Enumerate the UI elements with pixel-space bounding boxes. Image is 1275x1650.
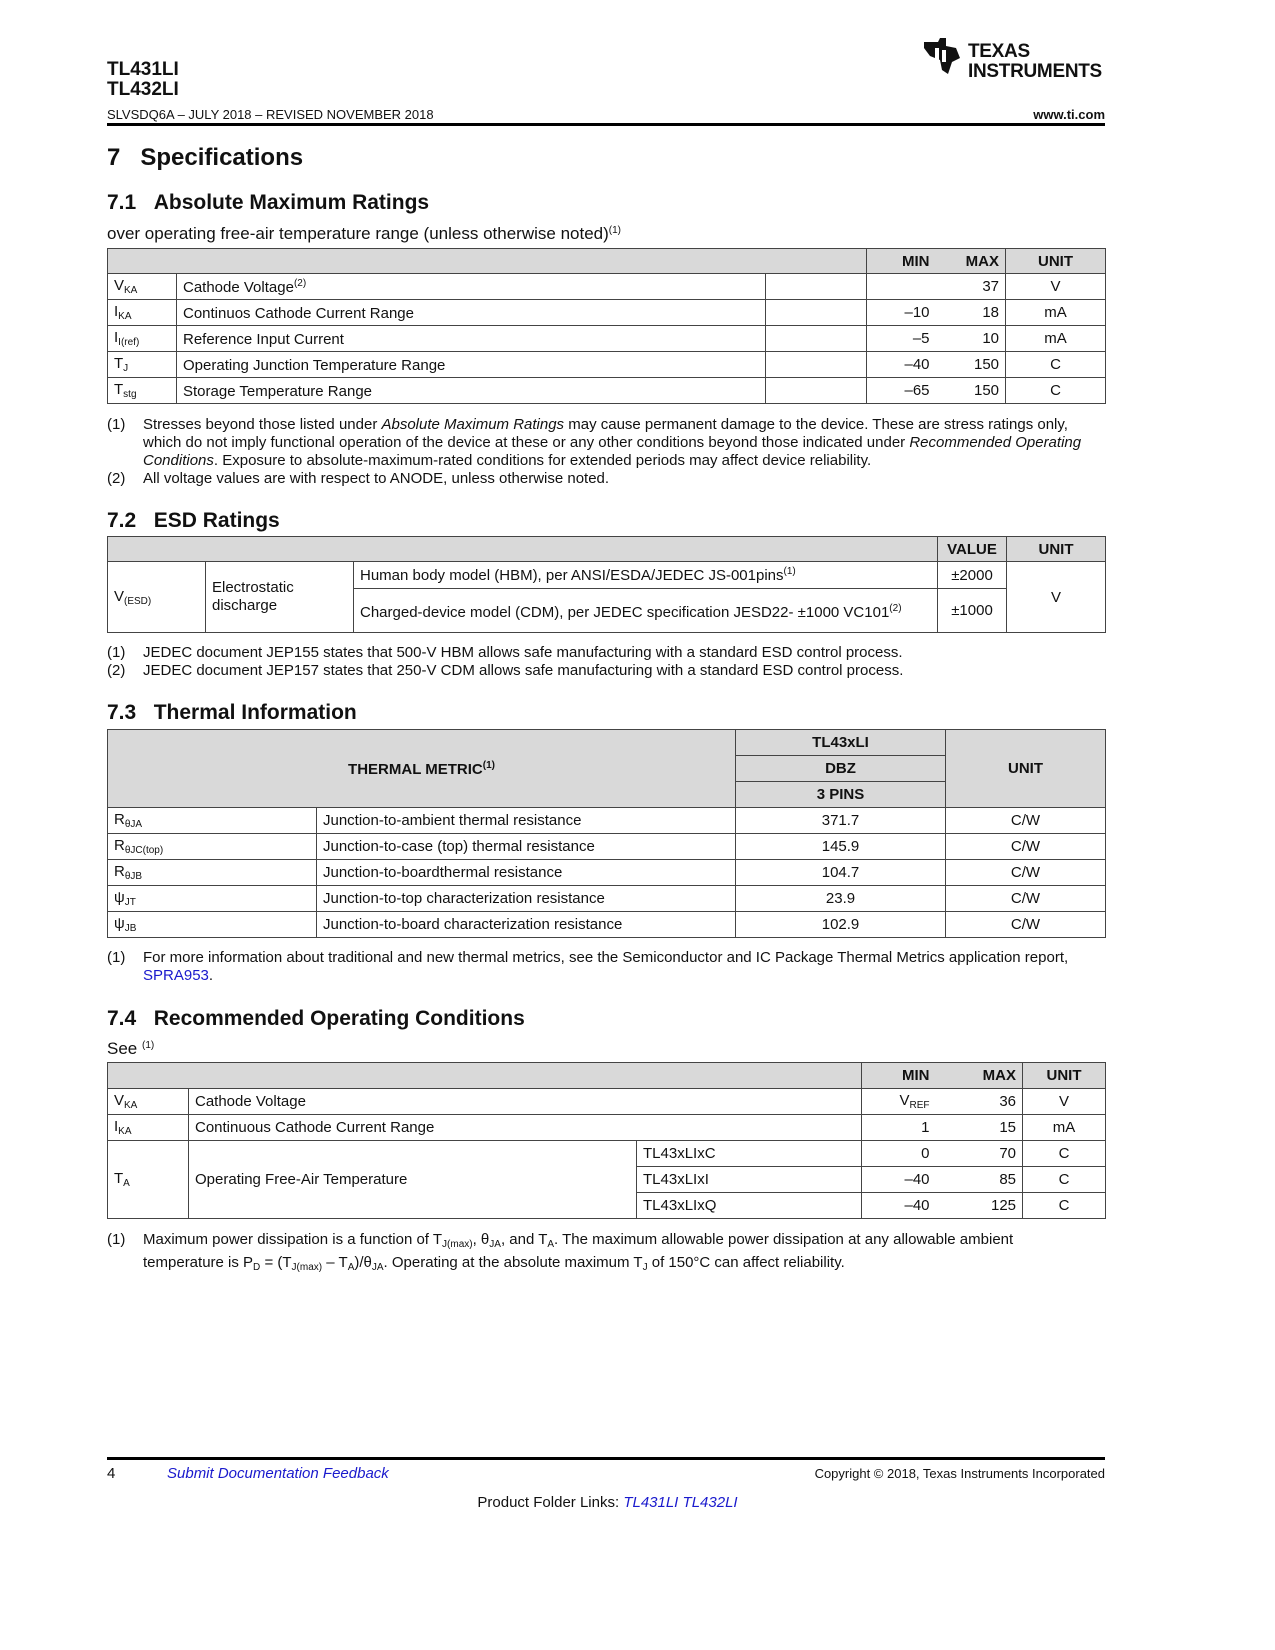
sym-sub: JT (124, 897, 136, 908)
part-numbers (107, 60, 179, 100)
value: 104.7 (736, 860, 946, 886)
value: 371.7 (736, 808, 946, 834)
amr-footnote-2 (107, 470, 1107, 488)
table-row (108, 352, 1106, 378)
heading-title: Recommended Operating Conditions (153, 1007, 525, 1030)
esd-value-cdm: ±1000 (938, 589, 1007, 633)
feedback-link[interactable]: Submit Documentation Feedback (167, 1465, 389, 1482)
unit: C/W (946, 808, 1106, 834)
sym-sub: KA (124, 285, 138, 296)
fn-sub: J(max) (442, 1239, 473, 1250)
model-text: Human body model (HBM), per ANSI/ESDA/JEDEC JS-001pins (360, 567, 784, 584)
table-row (108, 300, 1106, 326)
max: 36 (936, 1089, 1023, 1115)
fn-italic: Absolute Maximum Ratings (381, 416, 565, 433)
symbol (108, 1141, 189, 1219)
table-row (108, 274, 1106, 300)
fn-sub: JA (371, 1262, 384, 1273)
logo-line-1: TEXAS (968, 41, 1030, 62)
description: Junction-to-board characterization resistance (317, 912, 736, 938)
max: 10 (936, 326, 1006, 352)
value: 145.9 (736, 834, 946, 860)
footnote-number: (1) (107, 949, 126, 966)
sym: T (114, 355, 124, 372)
value: 23.9 (736, 886, 946, 912)
header-blank (108, 537, 938, 562)
parameter (177, 326, 766, 352)
unit: C/W (946, 860, 1106, 886)
table-row-vka (108, 1089, 1106, 1115)
min: –40 (867, 352, 936, 378)
sym: I (114, 329, 119, 346)
fn-text: For more information about traditional and new thermal metrics, see the Semiconductor and IC Package Thermal Metrics application report, (143, 949, 1069, 966)
thermal-footnote (107, 949, 1107, 985)
esd-model-hbm (354, 562, 938, 589)
table-row (108, 912, 1106, 938)
unit: C (1023, 1167, 1106, 1193)
max: 70 (936, 1141, 1023, 1167)
blank-cell (766, 300, 867, 326)
min: –10 (867, 300, 936, 326)
table-row (108, 326, 1106, 352)
unit: C/W (946, 834, 1106, 860)
sym-sub: stg (123, 389, 137, 400)
sym: ψ (114, 889, 125, 906)
header-blank (108, 1063, 862, 1089)
footnote-ref: (1) (141, 1040, 155, 1051)
max: 15 (936, 1115, 1023, 1141)
fn-sub: J(max) (291, 1262, 323, 1273)
heading-7-1 (107, 191, 429, 215)
heading-number: 7.2 (107, 509, 137, 532)
absolute-max-table (107, 248, 1106, 404)
fn-text: )/θ (354, 1254, 372, 1271)
document-id: SLVSDQ6A – JULY 2018 – REVISED NOVEMBER 2018 (107, 107, 434, 122)
fn-text: JEDEC document JEP157 states that 250-V CDM allows safe manufacturing with a standard ESD control process. (143, 662, 904, 679)
header-min: MIN (862, 1063, 936, 1089)
fn-text: of 150°C can affect reliability. (647, 1254, 845, 1271)
table-row (108, 378, 1106, 404)
min: –5 (867, 326, 936, 352)
ti-logo-icon (920, 36, 964, 76)
esd-symbol (108, 562, 206, 633)
table-row (108, 860, 1106, 886)
footnote-ref: (2) (889, 603, 902, 614)
table-row-ika (108, 1115, 1106, 1141)
description: Junction-to-top characterization resistance (317, 886, 736, 912)
footnote-ref: (1) (482, 759, 495, 771)
sym-sub: JB (124, 923, 137, 934)
unit: C (1023, 1141, 1106, 1167)
website-link[interactable]: www.ti.com (1033, 107, 1105, 122)
symbol (108, 834, 317, 860)
product-folder-links (0, 1494, 1215, 1511)
intro-text: over operating free-air temperature range (unless otherwise noted) (107, 224, 609, 243)
heading-title: ESD Ratings (153, 509, 280, 532)
roc-intro (107, 1039, 154, 1059)
min: –40 (862, 1193, 936, 1219)
table-row (108, 834, 1106, 860)
fn-italic: Recommended Operating Conditions (143, 434, 1082, 469)
header-min: MIN (867, 249, 936, 274)
unit: mA (1023, 1115, 1106, 1141)
heading-7-3 (107, 701, 357, 725)
amr-intro (107, 224, 621, 244)
header-thermal-metric (108, 730, 736, 808)
symbol (108, 860, 317, 886)
fn-sub: A (347, 1262, 355, 1273)
blank-cell (766, 274, 867, 300)
header-rule (107, 123, 1105, 126)
footnote-ref: (1) (608, 225, 621, 236)
header-max: MAX (936, 249, 1006, 274)
parameter: Cathode Voltage (189, 1089, 862, 1115)
intro-text: See (107, 1039, 138, 1058)
max: 150 (936, 352, 1006, 378)
symbol (108, 326, 177, 352)
description: Junction-to-case (top) thermal resistance (317, 834, 736, 860)
sym-sub: KA (118, 1126, 132, 1137)
part-number-2: TL432LI (107, 79, 179, 100)
header-unit: UNIT (946, 730, 1106, 808)
footnote-number: (2) (107, 470, 126, 487)
amr-footnote-1 (107, 416, 1107, 470)
sym: V (114, 277, 125, 294)
tl432li-link[interactable]: TL432LI (682, 1494, 738, 1511)
roc-footnote (107, 1231, 1107, 1277)
parameter-text: Operating Junction Temperature Range (183, 356, 446, 374)
unit: C/W (946, 886, 1106, 912)
esd-table (107, 536, 1106, 633)
sym: R (114, 811, 125, 828)
fn-text: may cause permanent damage to the device. These are stress ratings only, which do not imply functional operation of the device at these or any other conditions beyond those indicated under (143, 416, 1068, 451)
heading-7-4 (107, 1007, 525, 1031)
unit: V (1023, 1089, 1106, 1115)
fn-sub: JA (489, 1239, 501, 1250)
unit: C/W (946, 912, 1106, 938)
parameter (177, 378, 766, 404)
header-unit: UNIT (1007, 537, 1106, 562)
recommended-conditions-table (107, 1062, 1106, 1219)
fn-text: . The maximum allowable power dissipation at any allowable ambient temperature is P (143, 1231, 1014, 1271)
parameter (177, 300, 766, 326)
sym-sub: KA (118, 311, 132, 322)
max: 18 (936, 300, 1006, 326)
esd-value-hbm: ±2000 (938, 562, 1007, 589)
fn-text: JEDEC document JEP155 states that 500-V HBM allows safe manufacturing with a standard ESD control process. (143, 644, 903, 661)
sym: V (114, 1092, 125, 1109)
heading-7-2 (107, 509, 280, 533)
symbol (108, 378, 177, 404)
footer-rule (107, 1457, 1105, 1460)
parameter-text: Storage Temperature Range (183, 382, 373, 400)
description: Junction-to-ambient thermal resistance (317, 808, 736, 834)
fn-text: . Operating at the absolute maximum T (383, 1254, 643, 1271)
fn-sub: A (547, 1239, 555, 1250)
fn-text: – T (322, 1254, 348, 1271)
sym: R (114, 863, 125, 880)
sym: V (114, 587, 125, 605)
esd-footnote-1 (107, 644, 1107, 662)
description: Junction-to-boardthermal resistance (317, 860, 736, 886)
heading-number: 7.3 (107, 701, 137, 724)
min: –65 (867, 378, 936, 404)
symbol (108, 1115, 189, 1141)
footnote-number: (1) (107, 416, 126, 433)
spra953-link[interactable]: SPRA953 (143, 967, 209, 984)
symbol (108, 886, 317, 912)
parameter (177, 352, 766, 378)
blank-cell (766, 352, 867, 378)
fn-text: All voltage values are with respect to ANODE, unless otherwise noted. (143, 470, 610, 487)
footnote-ref: (1) (783, 566, 796, 577)
min: –40 (862, 1167, 936, 1193)
footnote-ref: (2) (293, 277, 307, 289)
model-text: Charged-device model (CDM), per JEDEC specification JESD22- ±1000 VC101 (360, 604, 890, 621)
max: 125 (936, 1193, 1023, 1219)
section-number: 7 (107, 144, 121, 171)
fn-sub: J (642, 1262, 648, 1273)
section-title: Specifications (140, 144, 304, 171)
parameter (177, 274, 766, 300)
max: 150 (936, 378, 1006, 404)
sym: T (114, 1170, 124, 1187)
parameter-text: Continuos Cathode Current Range (183, 304, 414, 322)
sym-sub: A (123, 1178, 130, 1189)
symbol (108, 1089, 189, 1115)
tl431li-link[interactable]: TL431LI (623, 1494, 679, 1511)
footnote-number: (1) (107, 644, 126, 661)
header-blank (108, 249, 867, 274)
unit: V (1006, 274, 1106, 300)
sym: T (114, 381, 124, 398)
header-unit: UNIT (1006, 249, 1106, 274)
fn-text: Stresses beyond those listed under (143, 416, 382, 433)
blank-cell (766, 326, 867, 352)
sym-sub: I(ref) (118, 337, 140, 348)
symbol (108, 352, 177, 378)
heading-title: Thermal Information (153, 701, 357, 724)
ti-logo-text (968, 42, 1102, 82)
grade: TL43xLIxQ (637, 1193, 862, 1219)
symbol (108, 808, 317, 834)
unit: C (1023, 1193, 1106, 1219)
max: 85 (936, 1167, 1023, 1193)
folder-label: Product Folder Links: (477, 1494, 624, 1511)
max: 37 (936, 274, 1006, 300)
fn-text: = (T (260, 1254, 292, 1271)
blank-cell (766, 378, 867, 404)
symbol (108, 912, 317, 938)
sym: I (114, 303, 119, 320)
part-number-1: TL431LI (107, 59, 179, 80)
sym-sub: J (123, 363, 129, 374)
min: 1 (862, 1115, 936, 1141)
parameter-text: Reference Input Current (183, 330, 344, 348)
header-max: MAX (936, 1063, 1023, 1089)
header-unit: UNIT (1023, 1063, 1106, 1089)
heading-number: 7.1 (107, 191, 137, 214)
sym-sub: θJA (124, 819, 143, 830)
parameter-text: Cathode Voltage (183, 278, 294, 296)
sym: ψ (114, 915, 125, 932)
copyright: Copyright © 2018, Texas Instruments Incorporated (814, 1466, 1105, 1481)
footnote-number: (1) (107, 1231, 126, 1248)
esd-description: Electrostatic discharge (206, 562, 354, 633)
esd-model-cdm (354, 589, 938, 633)
fn-text: . (208, 967, 214, 984)
fn-text: , and T (500, 1231, 548, 1248)
parameter: Continuous Cathode Current Range (189, 1115, 862, 1141)
table-row (108, 886, 1106, 912)
table-row (108, 808, 1106, 834)
sym: I (114, 1118, 119, 1135)
fn-text: . Exposure to absolute-maximum-rated conditions for extended periods may affect device reliability. (213, 452, 872, 469)
sym-sub: (ESD) (124, 595, 152, 607)
fn-text: , θ (472, 1231, 490, 1248)
min: 0 (862, 1141, 936, 1167)
thermal-table (107, 729, 1106, 938)
metric-label: THERMAL METRIC (348, 760, 483, 778)
section-heading (107, 144, 303, 172)
grade: TL43xLIxI (637, 1167, 862, 1193)
sym-sub: θJB (124, 871, 143, 882)
symbol (108, 300, 177, 326)
min (862, 1089, 936, 1115)
min (867, 274, 936, 300)
unit: mA (1006, 300, 1106, 326)
page-number: 4 (107, 1465, 116, 1482)
unit: C (1006, 352, 1106, 378)
symbol (108, 274, 177, 300)
sym-sub: KA (124, 1100, 138, 1111)
esd-footnote-2 (107, 662, 1107, 680)
heading-number: 7.4 (107, 1007, 137, 1030)
fn-sub: D (253, 1262, 261, 1273)
sym-sub: θJC(top) (124, 845, 164, 856)
esd-unit: V (1007, 562, 1106, 633)
header-device: TL43xLI (736, 730, 946, 756)
value: 102.9 (736, 912, 946, 938)
grade: TL43xLIxC (637, 1141, 862, 1167)
min-sub: REF (909, 1100, 930, 1111)
header-pins: 3 PINS (736, 782, 946, 808)
footnote-number: (2) (107, 662, 126, 679)
header-value: VALUE (938, 537, 1007, 562)
unit: mA (1006, 326, 1106, 352)
sym: R (114, 837, 125, 854)
logo-line-2: INSTRUMENTS (968, 61, 1102, 82)
min-base: V (899, 1092, 910, 1109)
fn-text: Maximum power dissipation is a function of T (143, 1231, 443, 1248)
table-row-ta-c (108, 1141, 1106, 1167)
header-package: DBZ (736, 756, 946, 782)
parameter: Operating Free-Air Temperature (189, 1141, 637, 1219)
heading-title: Absolute Maximum Ratings (153, 191, 430, 214)
unit: C (1006, 378, 1106, 404)
